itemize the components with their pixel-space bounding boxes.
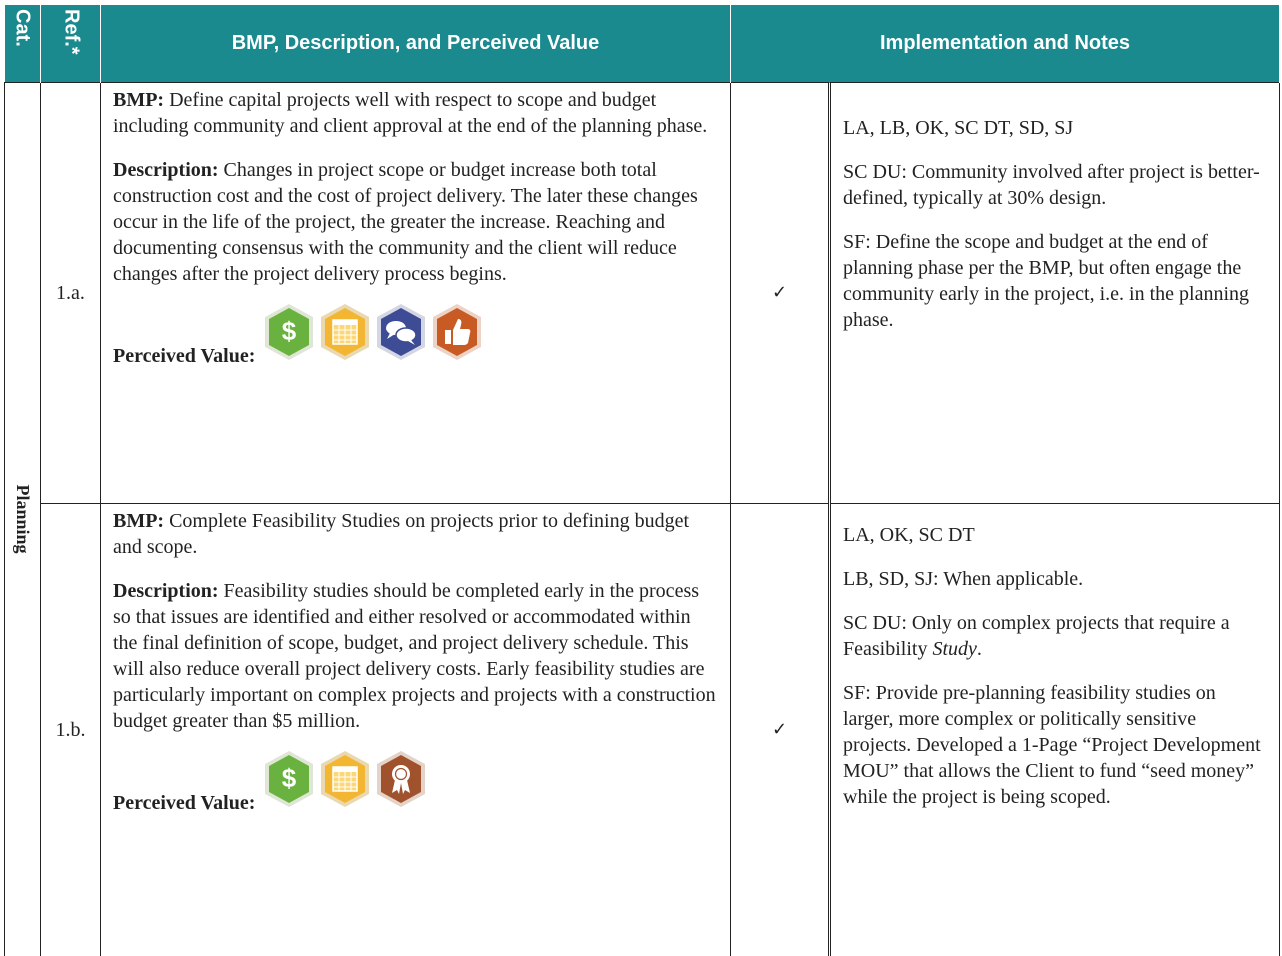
svg-text:$: $ bbox=[282, 316, 297, 346]
check-cell: ✓ bbox=[731, 504, 830, 956]
header-bmp: BMP, Description, and Perceived Value bbox=[101, 5, 731, 83]
bmp-description-cell bbox=[101, 83, 731, 504]
note-text: LB, SD, SJ: When applicable. bbox=[843, 568, 1084, 590]
note-text: LA, OK, SC DT bbox=[843, 524, 975, 546]
bmp-description-cell bbox=[101, 504, 731, 956]
table-row bbox=[5, 83, 1280, 504]
header-cat: Cat. bbox=[5, 5, 41, 83]
dollar-icon bbox=[263, 303, 315, 361]
note-text: SF: Provide pre-planning feasibility studies on larger, more complex or politically sensitive projects. Developed a 1-Page “Project Development MOU” that allows the Client to fund “seed money” while the project is being scoped. bbox=[843, 682, 1261, 808]
check-cell: ✓ bbox=[731, 83, 830, 504]
category-cell bbox=[5, 83, 41, 956]
calendar-icon bbox=[319, 750, 371, 808]
description-text: Description: Feasibility studies should be completed early in the process so that issues are identified and either resolved or accommodated within the final definition of scope, budget, and project delivery schedule. This will also reduce overall project delivery costs. Early feasibility studies are particularly important on complex projects and projects with a construction budget greater than $5 million. bbox=[113, 580, 716, 732]
perceived-value bbox=[113, 303, 720, 369]
note-text: SC DU: Community involved after project is better-defined, typically at 30% design. bbox=[843, 161, 1260, 209]
notes-cell bbox=[830, 83, 1280, 504]
award-ribbon-icon bbox=[375, 750, 427, 808]
bmp-text: BMP: Define capital projects well with respect to scope and budget including community and client approval at the end of the planning phase. bbox=[113, 89, 708, 137]
perceived-value-label: Perceived Value: bbox=[113, 345, 256, 367]
perceived-value bbox=[113, 750, 720, 816]
category-label: Planning bbox=[12, 484, 33, 554]
note-text: LA, LB, OK, SC DT, SD, SJ bbox=[843, 117, 1074, 139]
notes-cell bbox=[830, 504, 1280, 956]
bmp-table bbox=[4, 5, 1280, 956]
calendar-icon bbox=[319, 303, 371, 361]
ref-cell: 1.b. bbox=[41, 504, 101, 956]
note-text: SF: Define the scope and budget at the end of planning phase per the BMP, but often engage the community early in the project, i.e. in the planning phase. bbox=[843, 231, 1250, 331]
header-implementation: Implementation and Notes bbox=[731, 5, 1280, 83]
header-row bbox=[5, 5, 1280, 83]
dollar-icon bbox=[263, 750, 315, 808]
perceived-value-label: Perceived Value: bbox=[113, 792, 256, 814]
header-ref: Ref.* bbox=[41, 5, 101, 83]
note-text: SC DU: Only on complex projects that require a Feasibility Study. bbox=[843, 612, 1230, 660]
thumbs-up-icon bbox=[431, 303, 483, 361]
chat-bubbles-icon bbox=[375, 303, 427, 361]
table-row bbox=[5, 504, 1280, 956]
description-text: Description: Changes in project scope or budget increase both total construction cost and the cost of project delivery. The later these changes occur in the life of the project, the greater the increase. Reaching and documenting consensus with the community and the client will reduce changes after the project delivery process begins. bbox=[113, 159, 698, 285]
svg-text:$: $ bbox=[282, 763, 297, 793]
bmp-text: BMP: Complete Feasibility Studies on projects prior to defining budget and scope. bbox=[113, 510, 690, 558]
ref-cell: 1.a. bbox=[41, 83, 101, 504]
